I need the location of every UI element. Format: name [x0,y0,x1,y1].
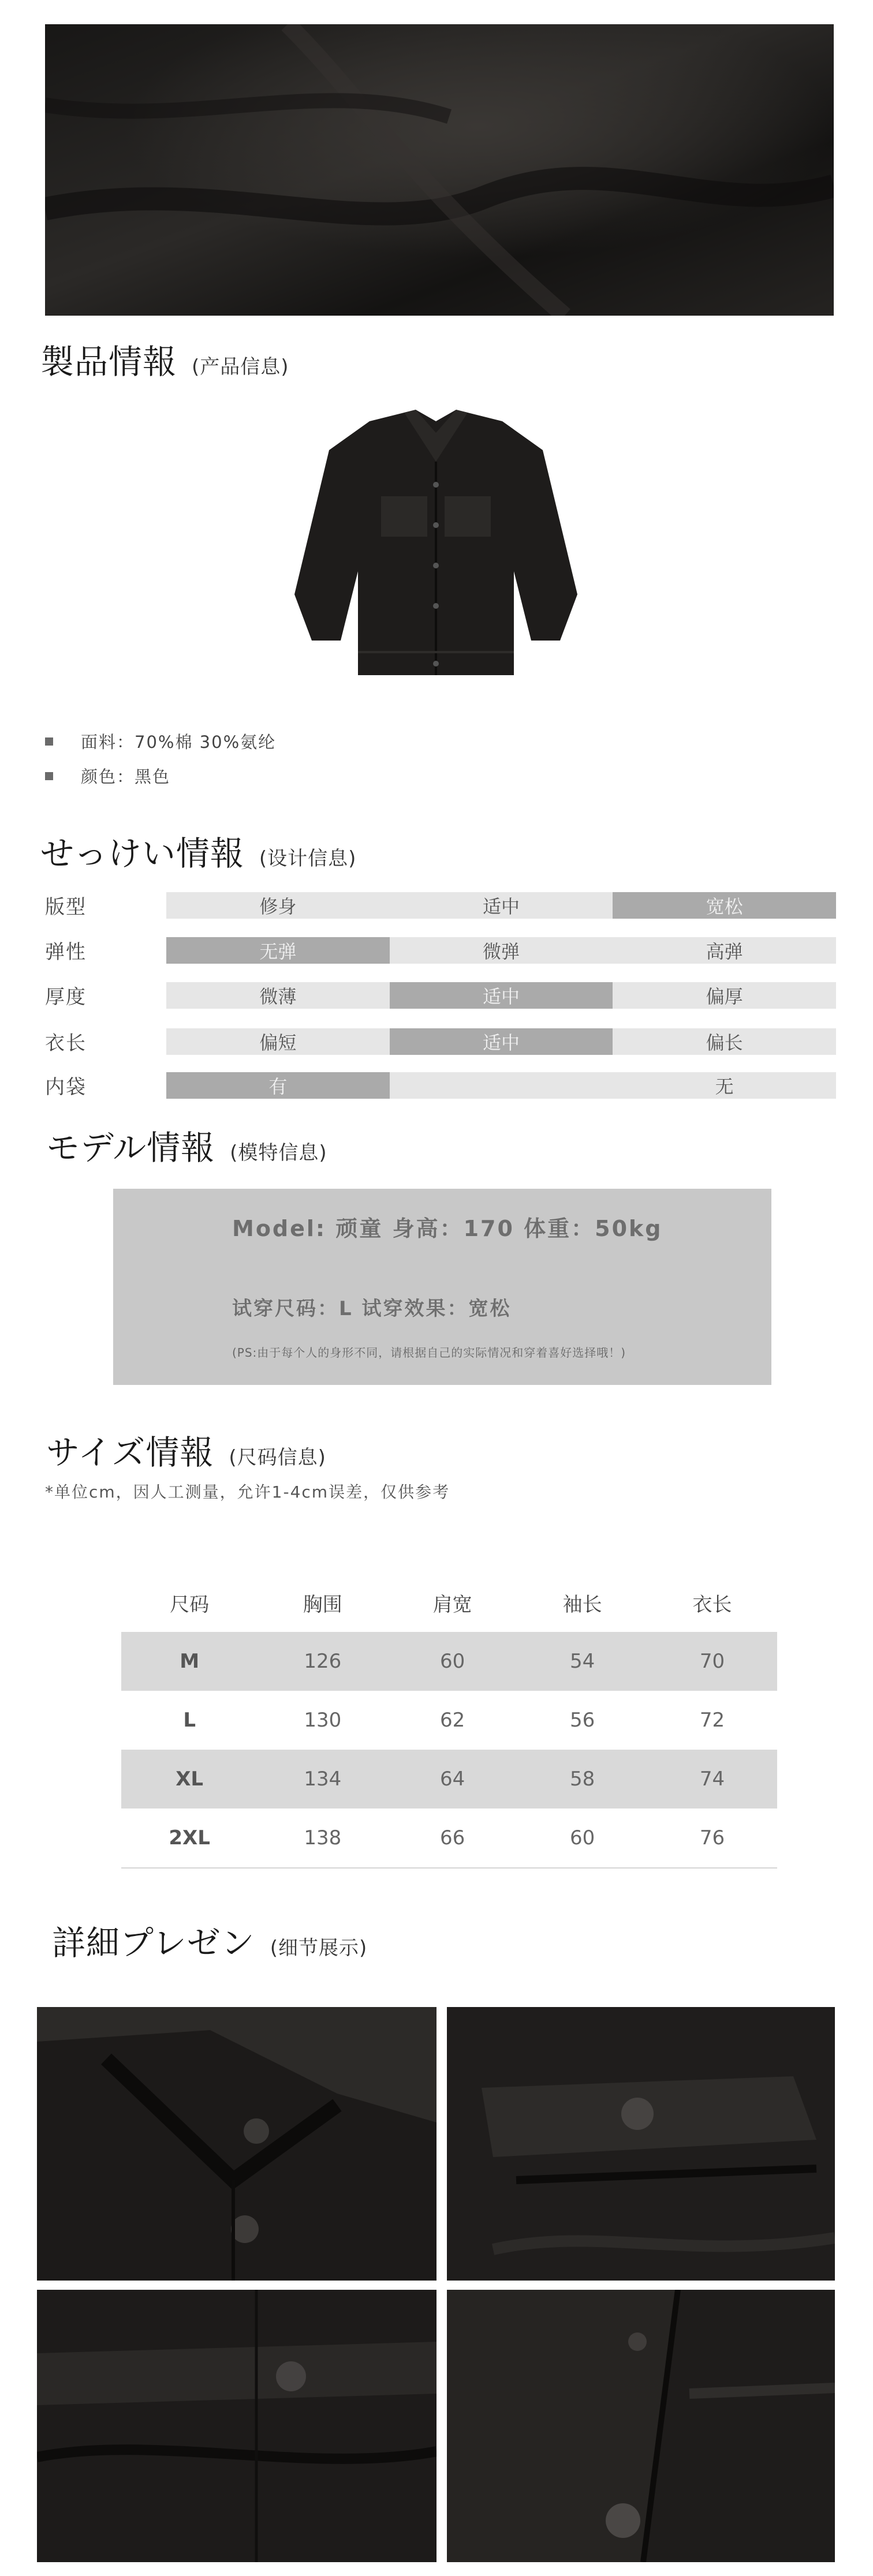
sleeve-cell: 60 [517,1809,647,1868]
length-cell: 76 [647,1809,777,1868]
size-col-header: 尺码 [170,1593,210,1616]
size-note: *单位cm，因人工测量，允许1-4cm误差，仅供参考 [45,1482,450,1502]
section-title-detail [52,1916,367,1964]
section-title-model [46,1121,327,1169]
attribute-option: 无 [613,1072,836,1099]
table-row [121,1632,777,1691]
table-row [121,1691,777,1750]
section-title-model-text: モデル情報 [46,1128,215,1167]
section-subtitle-detail: (细节展示) [270,1937,368,1960]
section-title-size [46,1425,326,1474]
chest-col-header: 胸围 [303,1593,342,1616]
product-color-row [45,764,170,788]
length-col-header: 衣长 [692,1593,732,1616]
size-cell: M [121,1632,258,1691]
attribute-option [390,1072,613,1099]
attribute-option: 适中 [390,892,613,919]
sleeve-col-header: 袖长 [562,1593,602,1616]
section-title-detail-text: 詳細プレゼン [52,1923,255,1963]
attribute-option-selected: 宽松 [613,892,836,919]
design-attribute-label: 弹性 [45,941,87,964]
size-cell: 2XL [121,1809,258,1868]
chest-cell: 134 [258,1750,387,1809]
shoulder-col-header: 肩宽 [432,1593,472,1616]
section-title-size-text: サイズ情報 [46,1433,214,1472]
size-cell: L [183,1709,196,1732]
design-attribute-bar [166,892,836,919]
design-attribute-bar [166,937,836,964]
attribute-option-selected: 适中 [390,1028,613,1055]
length-cell: 70 [647,1632,777,1691]
model-stats-text: Model: 顽童 身高：170 体重：50kg [232,1216,663,1241]
chest-cell: 126 [258,1632,387,1691]
design-attribute-bar [166,1028,836,1055]
section-title-design [40,826,356,875]
detail-photo-front [37,2290,436,2562]
product-color-text: 颜色：黑色 [81,767,171,787]
length-cell: 74 [647,1750,777,1809]
model-note-text: (PS:由于每个人的身形不同，请根据自己的实际情况和穿着喜好选择哦！) [232,1346,626,1360]
shoulder-cell: 66 [387,1809,517,1868]
attribute-option: 微弹 [390,937,613,964]
attribute-option: 偏长 [613,1028,836,1055]
shoulder-cell: 62 [440,1709,465,1732]
sleeve-cell: 54 [517,1632,647,1691]
attribute-option-selected: 有 [166,1072,390,1099]
design-attribute-bar [166,982,836,1009]
section-subtitle-size: (尺码信息) [229,1446,326,1469]
shoulder-cell: 60 [387,1632,517,1691]
design-attribute-label: 厚度 [45,986,87,1009]
table-row [121,1750,777,1809]
detail-photo-pocket [447,2007,835,2281]
design-attribute-label: 版型 [45,896,87,919]
chest-cell: 138 [258,1809,387,1868]
section-title-product [40,335,289,383]
model-fit-text: 试穿尺码：L 试穿效果：宽松 [232,1297,512,1320]
model-info-box [113,1189,771,1385]
detail-photo-hem [447,2290,835,2562]
attribute-option: 偏短 [166,1028,390,1055]
attribute-option: 偏厚 [613,982,836,1009]
length-cell: 72 [699,1709,725,1732]
section-subtitle-design: (设计信息) [259,847,357,870]
design-attribute-label: 衣长 [45,1032,87,1055]
fabric-closeup-photo [45,24,834,316]
shoulder-cell: 64 [387,1750,517,1809]
size-table [121,1573,777,1869]
jacket-product-photo [271,398,600,687]
square-bullet-icon [45,737,53,746]
table-row [121,1809,777,1868]
sleeve-cell: 58 [517,1750,647,1809]
attribute-option: 微薄 [166,982,390,1009]
sleeve-cell: 56 [569,1709,595,1732]
chest-cell: 130 [304,1709,342,1732]
size-table-header-row [121,1573,777,1632]
attribute-option-selected: 无弹 [166,937,390,964]
attribute-option: 修身 [166,892,390,919]
section-title-design-text: せっけい情報 [40,834,244,873]
attribute-option-selected: 适中 [390,982,613,1009]
attribute-option: 高弹 [613,937,836,964]
section-subtitle-model: (模特信息) [230,1141,327,1165]
product-fabric-text: 面料：70%棉 30%氨纶 [81,732,277,752]
section-subtitle-product: (产品信息) [192,355,289,379]
section-title-product-text: 製品情報 [40,342,177,381]
product-fabric-row [45,729,276,753]
design-attribute-bar [166,1072,836,1099]
design-attribute-label: 内袋 [45,1076,87,1099]
square-bullet-icon [45,772,53,780]
size-cell: XL [121,1750,258,1809]
detail-photo-collar [37,2007,436,2281]
